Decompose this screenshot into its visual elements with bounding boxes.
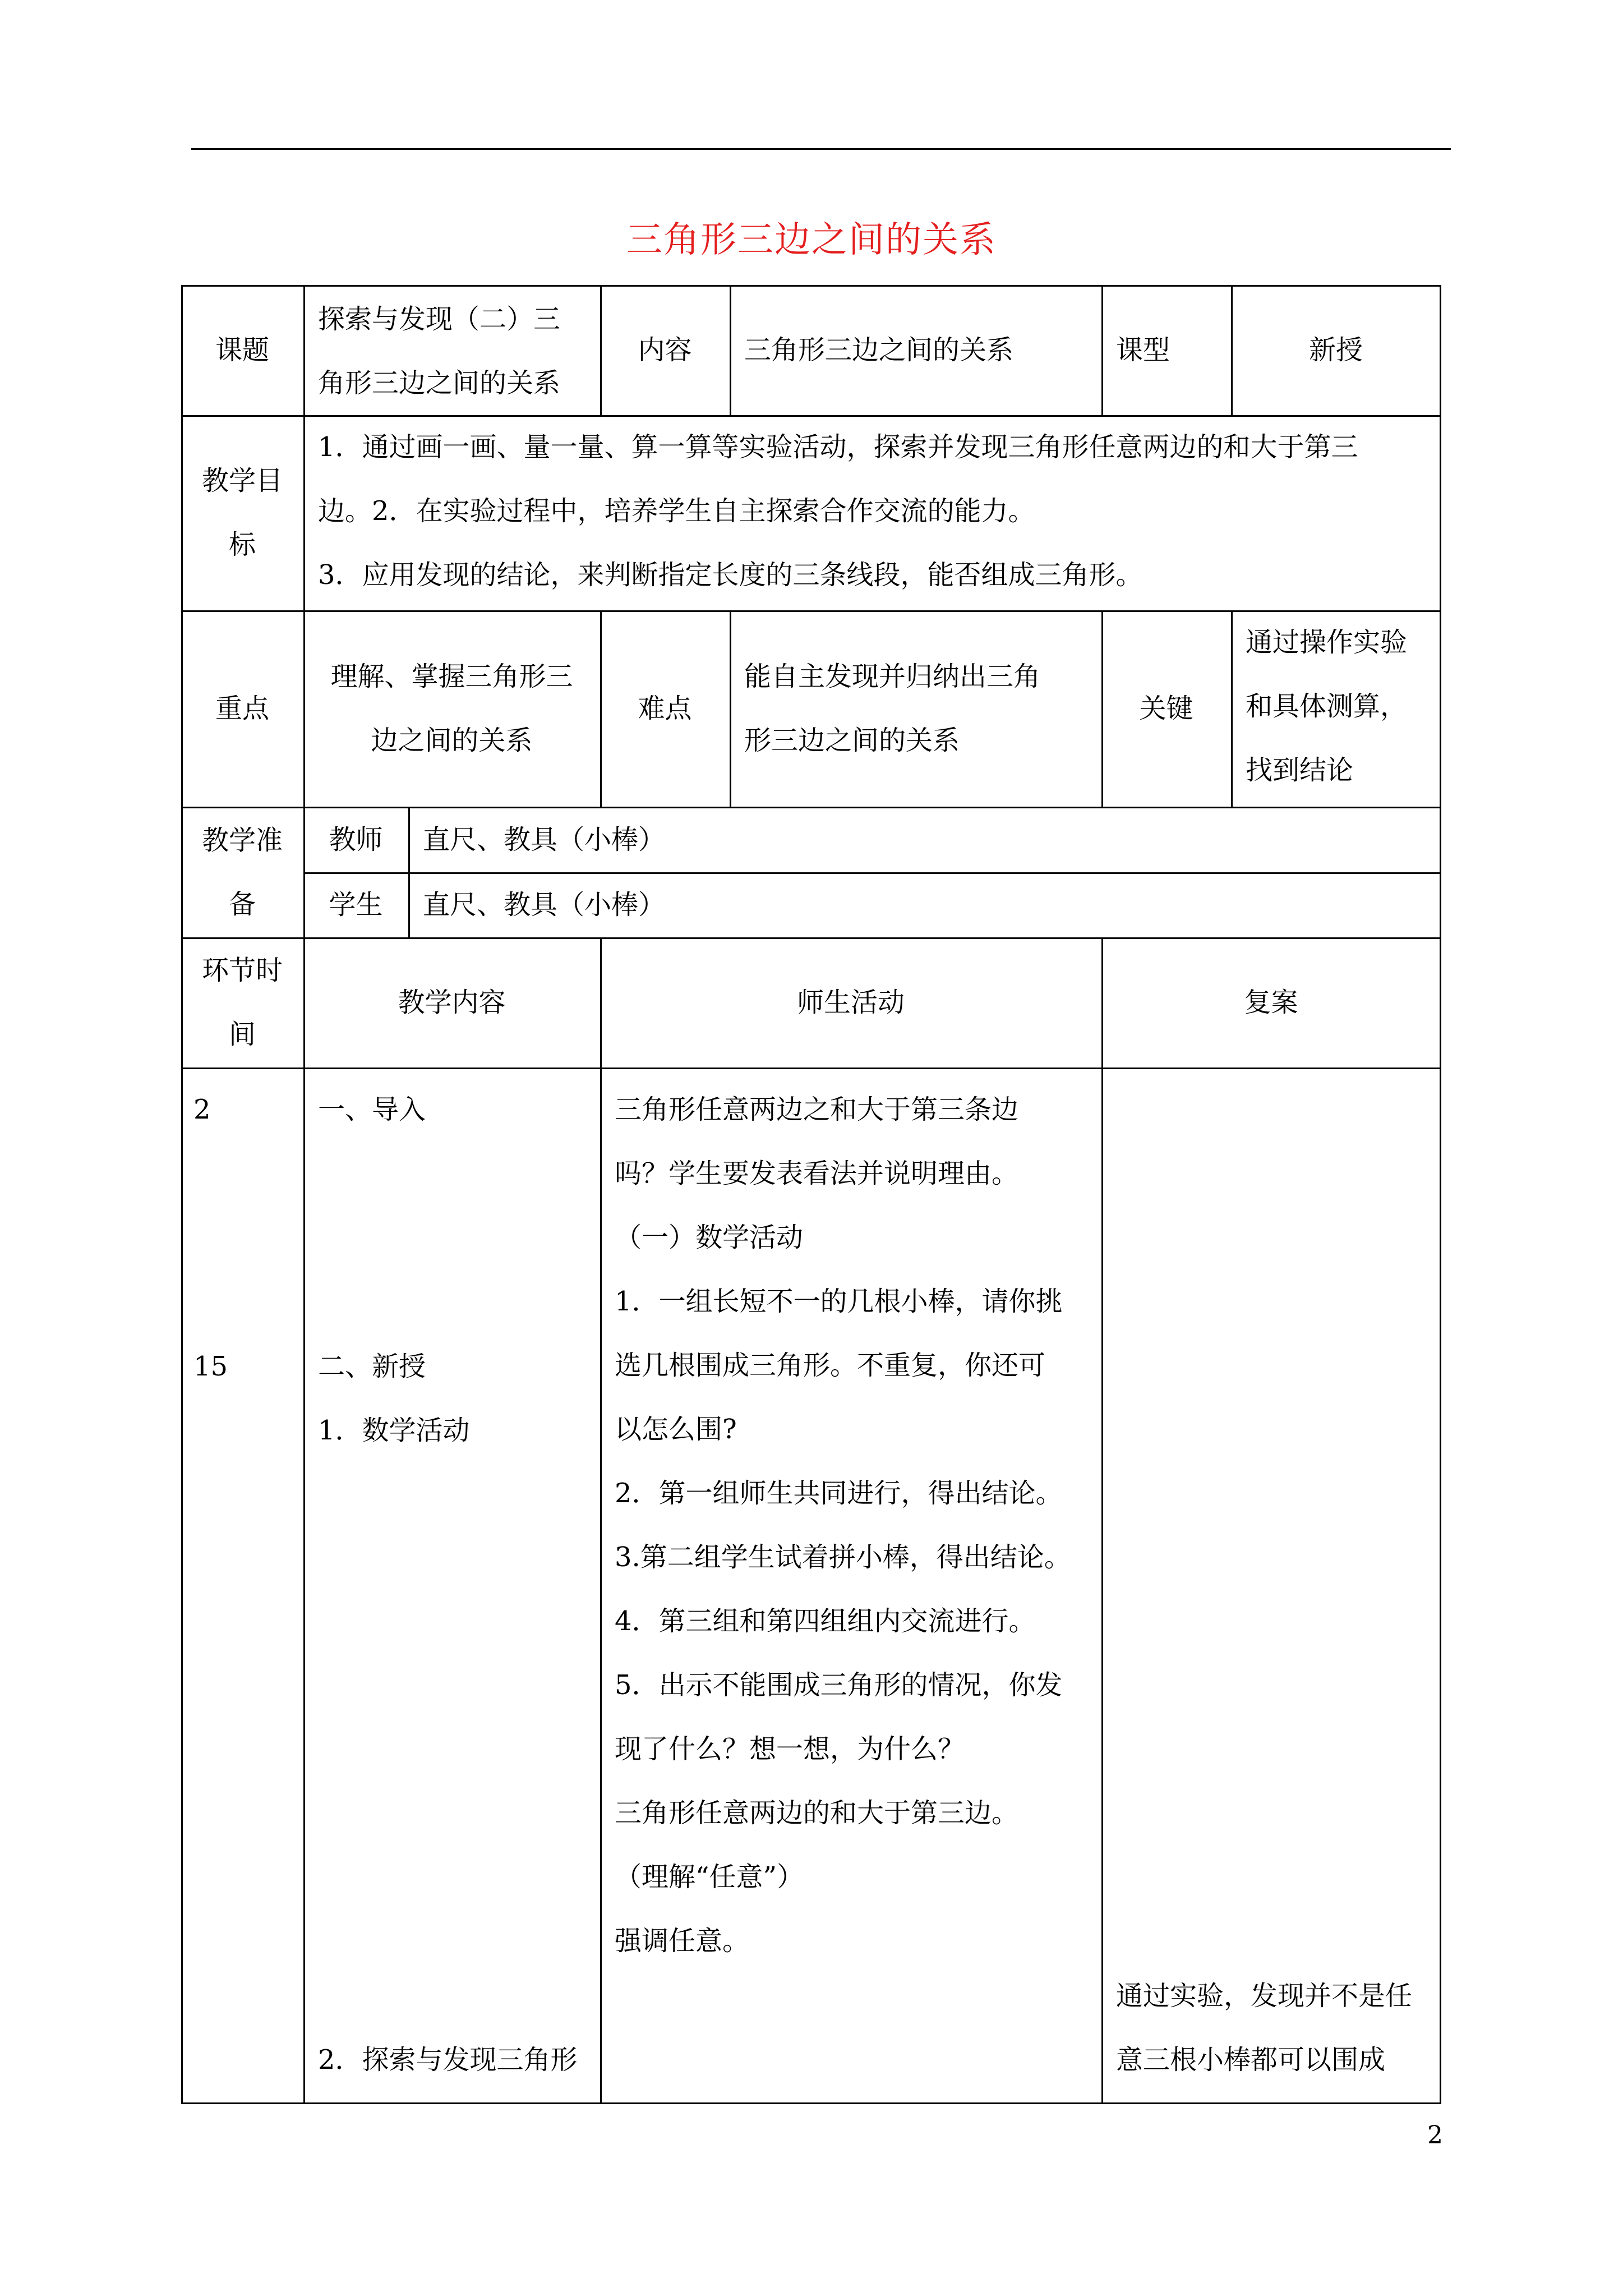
prep-label-line-2: 备 — [228, 888, 256, 920]
header-notes: 复案 — [1244, 987, 1298, 1018]
crux-value-cell — [1231, 610, 1441, 807]
header-content: 教学内容 — [398, 987, 506, 1018]
header-time-line-1: 环节时 — [201, 955, 283, 986]
prep-teacher-value-cell — [408, 807, 1441, 872]
content-explore: 2．探索与发现三角形 — [318, 2044, 578, 2076]
prep-student-label: 学生 — [329, 889, 383, 921]
type-label: 课型 — [1116, 334, 1170, 366]
activity-line-12: 三角形任意两边的和大于第三边。 — [615, 1797, 1019, 1829]
content-value-cell — [730, 285, 1101, 415]
activity-line-14: 强调任意。 — [615, 1925, 750, 1957]
content-intro: 一、导入 — [318, 1094, 426, 1125]
prep-student-value-cell — [408, 872, 1441, 937]
header-content-cell — [303, 937, 600, 1068]
header-time-line-2: 间 — [228, 1019, 256, 1050]
goals-line-3: 3．应用发现的结论，来判断指定长度的三条线段，能否组成三角形。 — [318, 559, 1143, 591]
activity-line-5: 选几根围成三角形。不重复，你还可 — [615, 1350, 1046, 1381]
type-value-cell — [1231, 285, 1441, 415]
header-rule — [191, 148, 1451, 150]
difficulty-label-cell — [600, 610, 730, 807]
topic-label: 课题 — [215, 334, 269, 366]
content-value: 三角形三边之间的关系 — [744, 334, 1014, 366]
crux-label-cell — [1101, 610, 1231, 807]
activity-line-7: 2．第一组师生共同进行，得出结论。 — [615, 1478, 1063, 1509]
difficulty-value-cell — [730, 610, 1101, 807]
topic-value-cell — [303, 285, 600, 415]
goals-label-line-2: 标 — [228, 529, 256, 560]
activity-line-3: （一）数学活动 — [615, 1222, 804, 1253]
type-value: 新授 — [1308, 334, 1363, 366]
header-time-cell — [181, 937, 303, 1068]
activity-cell — [600, 1078, 1101, 1975]
lesson-plan-table — [181, 285, 1441, 2104]
difficulty-label: 难点 — [638, 693, 692, 724]
prep-student-items: 直尺、教具（小棒） — [423, 889, 666, 921]
key-value-cell — [303, 610, 600, 807]
topic-line-2: 角形三边之间的关系 — [318, 367, 561, 399]
activity-line-13: （理解“任意”） — [615, 1861, 804, 1893]
goals-line-1: 1．通过画一画、量一量、算一算等实验活动，探索并发现三角形任意两边的和大于第三 — [318, 431, 1358, 463]
key-line-1: 理解、掌握三角形三 — [330, 661, 573, 692]
page-number: 2 — [1427, 2121, 1443, 2150]
difficulty-line-1: 能自主发现并归纳出三角 — [744, 661, 1041, 692]
notes-line-1: 通过实验，发现并不是任 — [1116, 1980, 1413, 2012]
header-activity: 师生活动 — [796, 987, 905, 1018]
prep-teacher-items: 直尺、教具（小棒） — [423, 823, 666, 855]
topic-label-cell — [181, 285, 303, 415]
activity-line-11: 现了什么？想一想，为什么？ — [615, 1733, 965, 1765]
goals-line-2: 边。2．在实验过程中，培养学生自主探索合作交流的能力。 — [318, 495, 1035, 527]
prep-teacher-label: 教师 — [329, 823, 383, 855]
header-notes-cell — [1101, 937, 1441, 1068]
crux-line-2: 和具体测算， — [1246, 691, 1408, 722]
content-label-cell — [600, 285, 730, 415]
content-activity: 1．数学活动 — [318, 1415, 470, 1446]
crux-label: 关键 — [1139, 693, 1193, 724]
key-label: 重点 — [215, 693, 269, 724]
prep-label-cell — [181, 807, 303, 937]
goals-label-line-1: 教学目 — [201, 465, 283, 496]
page-title: 三角形三边之间的关系 — [626, 219, 997, 261]
prep-student-label-cell — [303, 872, 408, 937]
activity-line-4: 1．一组长短不一的几根小棒，请你挑 — [615, 1286, 1063, 1317]
activity-line-6: 以怎么围? — [615, 1414, 737, 1445]
type-label-cell — [1101, 285, 1231, 415]
difficulty-line-2: 形三边之间的关系 — [744, 725, 960, 756]
activity-line-8: 3.第二组学生试着拼小棒，得出结论。 — [615, 1542, 1071, 1573]
goals-label-cell — [181, 415, 303, 610]
key-line-2: 边之间的关系 — [371, 725, 533, 756]
crux-line-3: 找到结论 — [1246, 754, 1354, 786]
key-label-cell — [181, 610, 303, 807]
content-label: 内容 — [638, 334, 692, 366]
notes-cell — [1101, 1964, 1441, 2099]
content-new: 二、新授 — [318, 1351, 426, 1382]
activity-line-1: 三角形任意两边之和大于第三条边 — [615, 1094, 1019, 1125]
time-intro: 2 — [193, 1094, 211, 1125]
activity-line-2: 吗？学生要发表看法并说明理由。 — [615, 1158, 1019, 1189]
notes-line-2: 意三根小棒都可以围成 — [1116, 2044, 1386, 2076]
header-activity-cell — [600, 937, 1101, 1068]
prep-teacher-label-cell — [303, 807, 408, 872]
topic-line-1: 探索与发现（二）三 — [318, 303, 561, 335]
time-new: 15 — [193, 1351, 228, 1382]
goals-value-cell — [303, 415, 1441, 610]
activity-line-10: 5．出示不能围成三角形的情况，你发 — [615, 1669, 1063, 1701]
activity-line-9: 4．第三组和第四组组内交流进行。 — [615, 1605, 1036, 1637]
crux-line-1: 通过操作实验 — [1246, 627, 1408, 658]
prep-label-line-1: 教学准 — [201, 824, 283, 856]
